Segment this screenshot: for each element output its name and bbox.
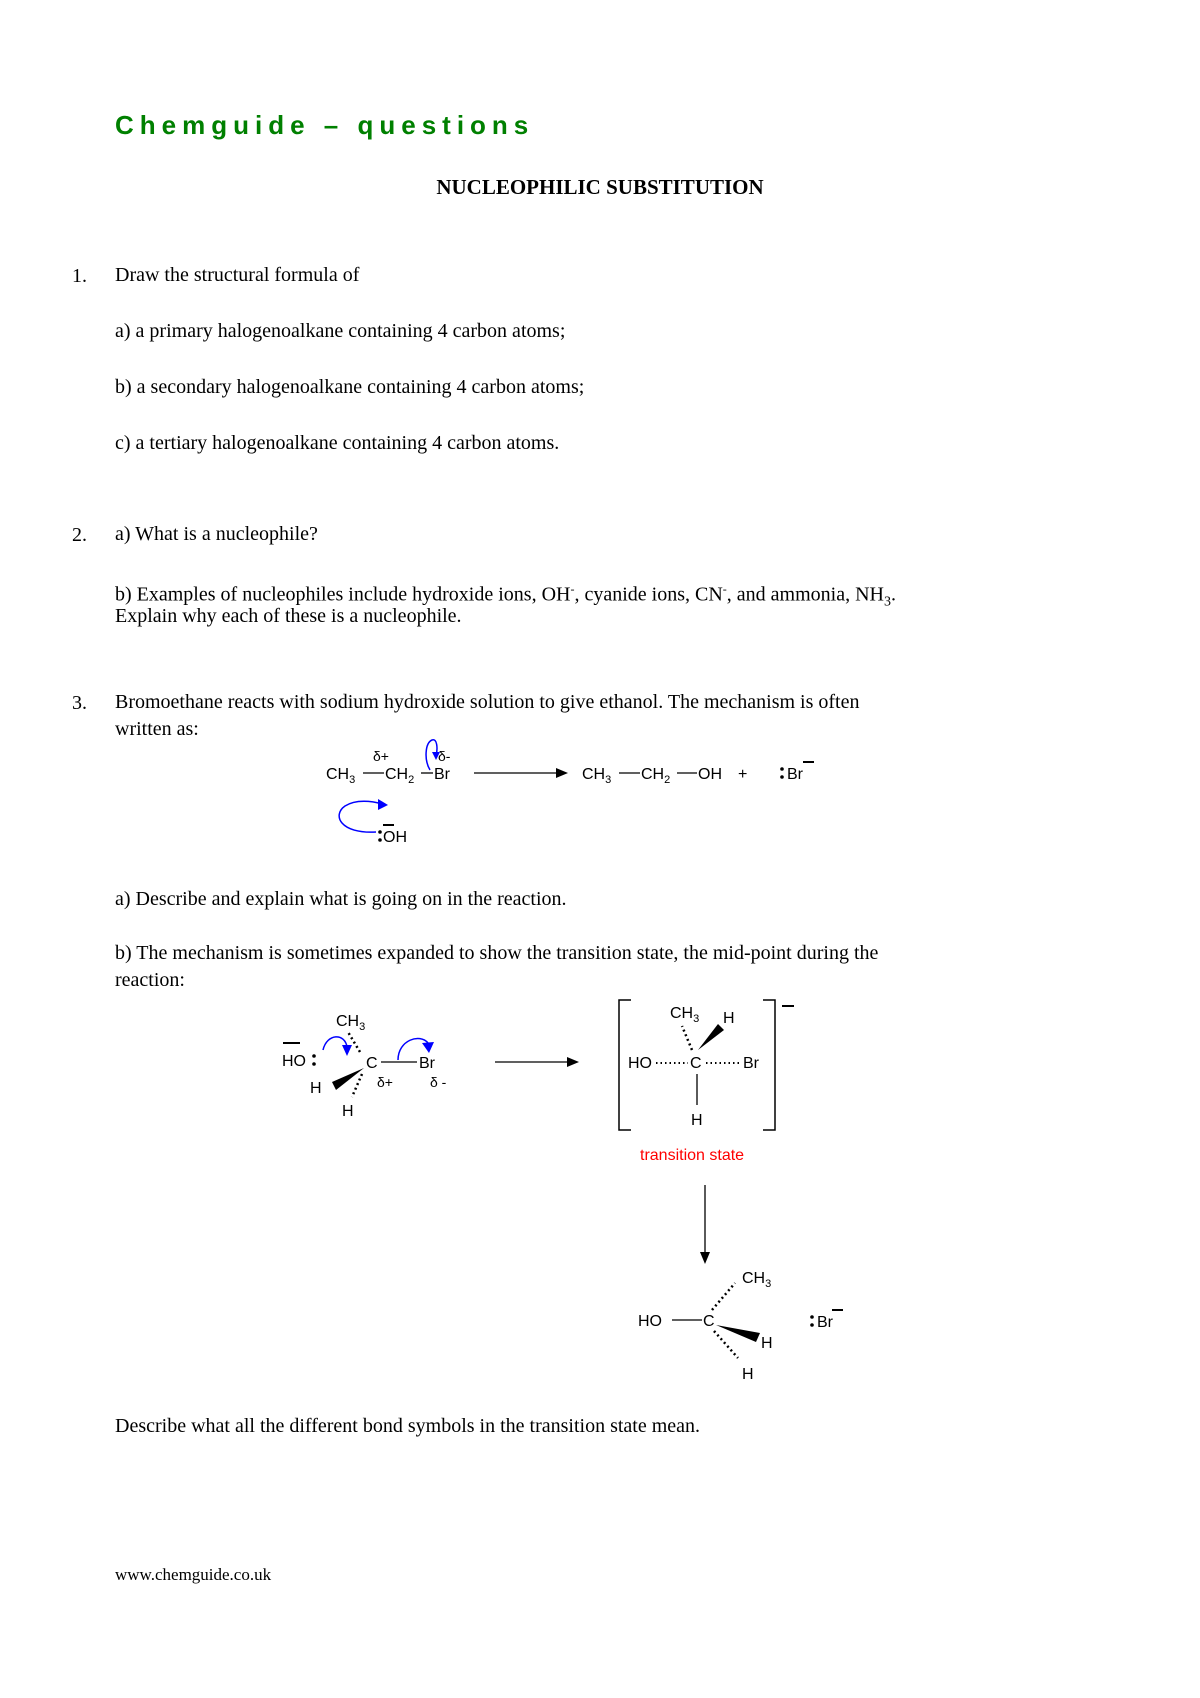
lone-pair-icon — [780, 775, 784, 779]
question-1c: c) a tertiary halogenoalkane containing 4 carbon atoms. — [115, 432, 560, 454]
footer-url[interactable]: www.chemguide.co.uk — [115, 1565, 272, 1584]
brand-title: Chemguide – questions — [115, 110, 535, 140]
mechanism1-hydroxide — [339, 799, 407, 846]
question-1-text: Draw the structural formula of — [115, 264, 360, 286]
delta-plus-label: δ+ — [373, 748, 389, 764]
product-ch2: $CH_2$ — [641, 766, 671, 786]
page-title: NUCLEOPHILIC SUBSTITUTION — [436, 175, 764, 199]
reactant-ch3: $CH_3$ — [326, 766, 356, 786]
prod-ch3: $CH_3$ — [742, 1270, 772, 1290]
question-3-intro-line1: Bromoethane reacts with sodium hydroxide solution to give ethanol. The mechanism is often — [115, 691, 860, 713]
lone-pair-icon — [378, 838, 382, 842]
arrowhead-icon — [556, 768, 568, 778]
reactant-br: Br — [434, 766, 450, 783]
transition-state-label: transition state — [640, 1147, 745, 1164]
question-2a: a) What is a nucleophile? — [115, 523, 318, 545]
arrowhead-icon — [422, 1042, 434, 1053]
question-3-intro-line2: written as: — [115, 718, 199, 740]
question-1-number: 1. — [72, 265, 87, 287]
reactant-ch2: $CH_2$ — [385, 766, 415, 786]
question-3b-line2: reaction: — [115, 969, 185, 991]
curly-arrow-icon — [339, 801, 382, 832]
prod-h-bottom: H — [742, 1366, 754, 1383]
arrowhead-icon — [378, 799, 388, 810]
dashed-bond — [712, 1283, 735, 1310]
m2-ho: HO — [282, 1053, 306, 1070]
transition-state — [619, 1000, 794, 1130]
mechanism2-reactant — [282, 1013, 447, 1120]
question-1a: a) a primary halogenoalkane containing 4 carbon atoms; — [115, 320, 566, 342]
arrowhead-icon — [700, 1252, 710, 1264]
prod-carbon: C — [703, 1313, 715, 1330]
prod-h-right: H — [761, 1335, 773, 1352]
mechanism2-product — [638, 1270, 843, 1383]
ts-h-top: H — [723, 1010, 735, 1027]
m2-delta-minus: δ - — [430, 1074, 447, 1090]
wedge-bond — [716, 1325, 760, 1342]
question-3a: a) Describe and explain what is going on in the reaction. — [115, 888, 567, 910]
mechanism1-products — [582, 762, 814, 786]
bromide-ion: Br — [787, 766, 803, 783]
dashed-bond — [714, 1331, 738, 1358]
ts-h-bottom: H — [691, 1112, 703, 1129]
question-3-final: Describe what all the different bond symbols in the transition state mean. — [115, 1415, 701, 1437]
arrowhead-icon — [342, 1045, 352, 1056]
question-2b: b) Examples of nucleophiles include hydroxide ions, OH-, cyanide ions, CN-, and ammonia, $NH_3$. — [115, 582, 896, 610]
delta-minus-label: δ- — [438, 748, 451, 764]
lone-pair-icon — [810, 1315, 814, 1319]
prod-bromide: Br — [817, 1314, 833, 1331]
dashed-bond — [682, 1026, 692, 1050]
question-3-number: 3. — [72, 692, 87, 714]
prod-ho: HO — [638, 1313, 662, 1330]
m2-h-left: H — [310, 1080, 322, 1097]
plus-sign: + — [738, 766, 748, 783]
m2-delta-plus: δ+ — [377, 1074, 393, 1090]
question-3b-line1: b) The mechanism is sometimes expanded to show the transition state, the mid-point during the — [115, 942, 879, 964]
m2-carbon: C — [366, 1055, 378, 1072]
lone-pair-icon — [312, 1062, 316, 1066]
lone-pair-icon — [312, 1054, 316, 1058]
mechanism1-reactant — [326, 740, 451, 786]
lone-pair-icon — [378, 830, 382, 834]
lone-pair-icon — [810, 1323, 814, 1327]
wedge-bond — [698, 1024, 724, 1050]
ts-ch3: $CH_3$ — [670, 1005, 700, 1025]
hydroxide-oh: OH — [383, 829, 407, 846]
bracket-right — [763, 1000, 775, 1130]
ts-br: Br — [743, 1055, 759, 1072]
dashed-bond — [352, 1074, 362, 1097]
m2-ch3: $CH_3$ — [336, 1013, 366, 1033]
ts-carbon: C — [690, 1055, 702, 1072]
product-oh: OH — [698, 766, 722, 783]
arrowhead-icon — [567, 1057, 579, 1067]
product-ch3: $CH_3$ — [582, 766, 612, 786]
lone-pair-icon — [780, 767, 784, 771]
question-1b: b) a secondary halogenoalkane containing 4 carbon atoms; — [115, 376, 585, 398]
question-2b-line2: Explain why each of these is a nucleophile. — [115, 605, 462, 627]
question-2-number: 2. — [72, 524, 87, 546]
ts-ho: HO — [628, 1055, 652, 1072]
m2-br: Br — [419, 1055, 435, 1072]
m2-h-bottom: H — [342, 1103, 354, 1120]
